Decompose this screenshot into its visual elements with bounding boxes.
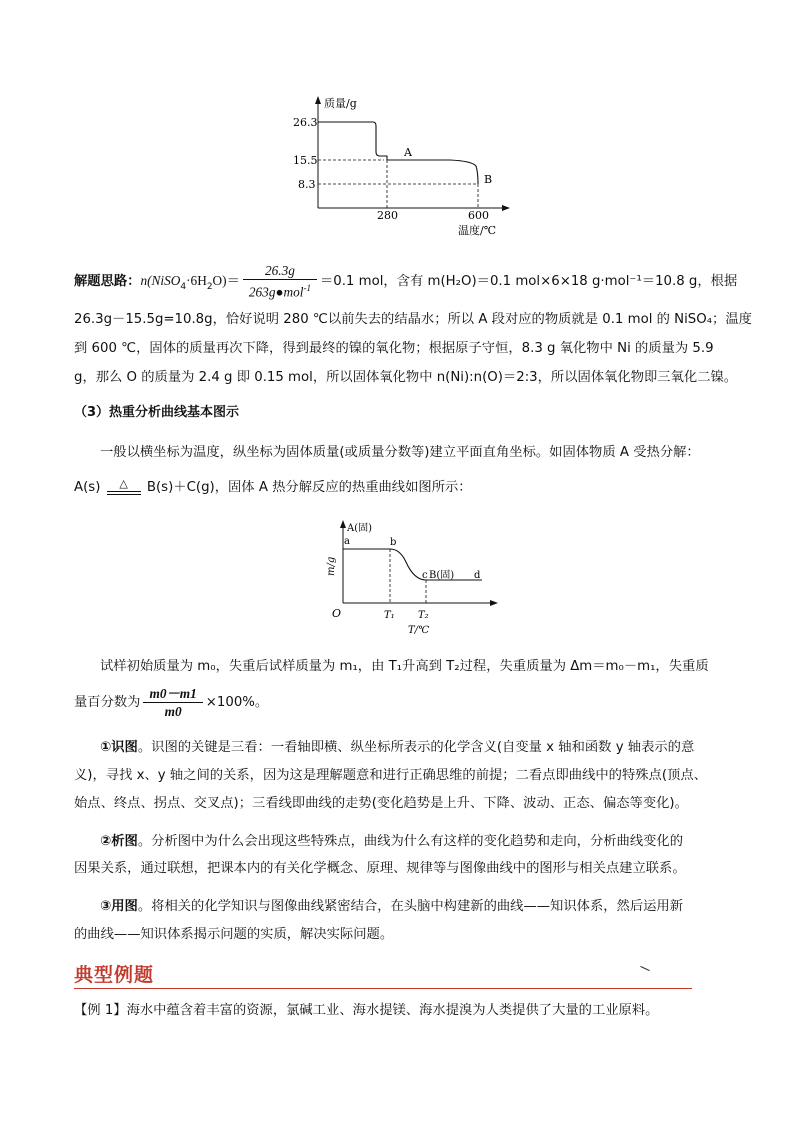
mass-loss-line-1: 试样初始质量为 m₀，失重后试样质量为 m₁，由 T₁升高到 T₂过程，失重质量为 Δm＝m₀－m₁，失重质 — [100, 659, 709, 674]
a-solid-label: A(固) — [347, 523, 373, 534]
thermogravimetric-chart — [320, 518, 500, 640]
step-3-line-1: ③用图。将相关的化学知识与图像曲线紧密结合，在头脑中构建新的曲线——知识体系，然后运用新 — [100, 899, 684, 914]
t2-label: T₂ — [418, 610, 429, 621]
point-c: c — [422, 570, 428, 581]
y-tick-label: 15.5 — [293, 154, 318, 167]
x-axis-label: 温度/℃ — [458, 224, 497, 237]
mass-temperature-chart — [280, 92, 520, 242]
heat-arrow: △ — [107, 479, 141, 495]
molar-fraction: $\frac{26.3g}{263g●mol^{-1}}$ — [243, 262, 317, 300]
y-tick-label: 8.3 — [298, 178, 316, 191]
step-3-line-2: 的曲线——知识体系揭示问题的实质，解决实际问题。 — [74, 927, 394, 942]
y-axis-arrow — [315, 96, 321, 104]
point-label-a: A — [404, 146, 412, 159]
tg-curve — [343, 549, 482, 580]
step-1-tag: ①识图 — [100, 740, 138, 755]
point-a: a — [344, 536, 350, 547]
x-axis-arrow — [502, 205, 510, 211]
example-1: 【例 1】海水中蕴含着丰富的资源，氯碱工业、海水提镁、海水提溴为人类提供了大量的工业原料。 — [74, 1003, 659, 1018]
point-b: b — [390, 537, 397, 548]
solution-label: 解题思路： — [74, 274, 141, 290]
x-tick-label: 280 — [377, 209, 398, 222]
y-axis-arrow — [340, 520, 346, 528]
x-axis-label: T/℃ — [408, 625, 430, 636]
step-3-tag: ③用图 — [100, 899, 138, 914]
step-1-line-3: 始点、终点、拐点、交叉点)；三看线即曲线的走势(变化趋势是上升、下降、波动、正态、偏态等变化)。 — [74, 796, 688, 811]
solution-line-4: g，那么 O 的质量为 2.4 g 即 0.15 mol，所以固体氧化物中 n(Ni):n(O)＝2:3，所以固体氧化物即三氧化二镍。 — [74, 370, 738, 385]
solution-line-1: 解题思路：$n(NiSO_4\cdot 6H_2O)=$ $\frac{26.3g}{263g●mol^{-1}}$ ＝0.1 mol，含有 m(H₂O)＝0.1 mol×6×18 g·mol⁻¹＝10.8 g，根据 — [74, 263, 738, 300]
mass-loss-line-2: 量百分数为 $\frac{m0-m1}{m0}$ ×100%。 — [74, 685, 269, 719]
examples-divider — [74, 988, 692, 989]
step-1-line-2: 义)，寻找 x、y 轴之间的关系，因为这是理解题意和进行正确思维的前提；二看点即曲线中的特殊点(顶点、 — [74, 768, 707, 783]
point-d: d — [474, 570, 481, 581]
mass-loss-fraction: $\frac{m0-m1}{m0}$ — [143, 685, 202, 720]
x-axis-arrow — [490, 600, 498, 606]
solution-line-2: 26.3g－15.5g=10.8g，恰好说明 280 ℃以前失去的结晶水；所以 A 段对应的物质就是 0.1 mol 的 NiSO₄；温度 — [74, 312, 752, 327]
y-tick-label: 26.3 — [293, 116, 318, 129]
section-3-title: （3）热重分析曲线基本图示 — [74, 405, 240, 420]
examples-heading: 典型例题 — [74, 964, 155, 986]
mass-curve — [318, 122, 478, 184]
section-3-intro: 一般以横坐标为温度，纵坐标为固体质量(或质量分数等)建立平面直角坐标。如固体物质 A 受热分解： — [100, 445, 700, 460]
y-axis-label: m/g — [326, 556, 337, 576]
step-1-line-1: ①识图。识图的关键是三看：一看轴即横、纵坐标所表示的化学含义(自变量 x 轴和函数 y 轴表示的意 — [100, 740, 695, 755]
origin-label: O — [332, 607, 342, 620]
point-label-b: B — [484, 173, 493, 186]
x-tick-label: 600 — [468, 209, 489, 222]
decomposition-equation: A(s) △ B(s)＋C(g)，固体 A 热分解反应的热重曲线如图所示： — [74, 477, 472, 495]
stray-mark — [640, 966, 649, 971]
y-axis-label: 质量/g — [324, 97, 357, 110]
step-2-tag: ②析图 — [100, 834, 138, 849]
solution-line-3: 到 600 ℃，固体的质量再次下降，得到最终的镍的氧化物；根据原子守恒，8.3 g 氧化物中 Ni 的质量为 5.9 — [74, 341, 714, 356]
b-solid-label: B(固) — [429, 570, 455, 581]
step-2-line-1: ②析图。分析图中为什么会出现这些特殊点，曲线为什么有这样的变化趋势和走向，分析曲线变化的 — [100, 834, 684, 849]
step-2-line-2: 因果关系，通过联想，把课本内的有关化学概念、原理、规律等与图像曲线中的图形与相关点建立联系。 — [74, 861, 686, 876]
t1-label: T₁ — [384, 610, 395, 621]
